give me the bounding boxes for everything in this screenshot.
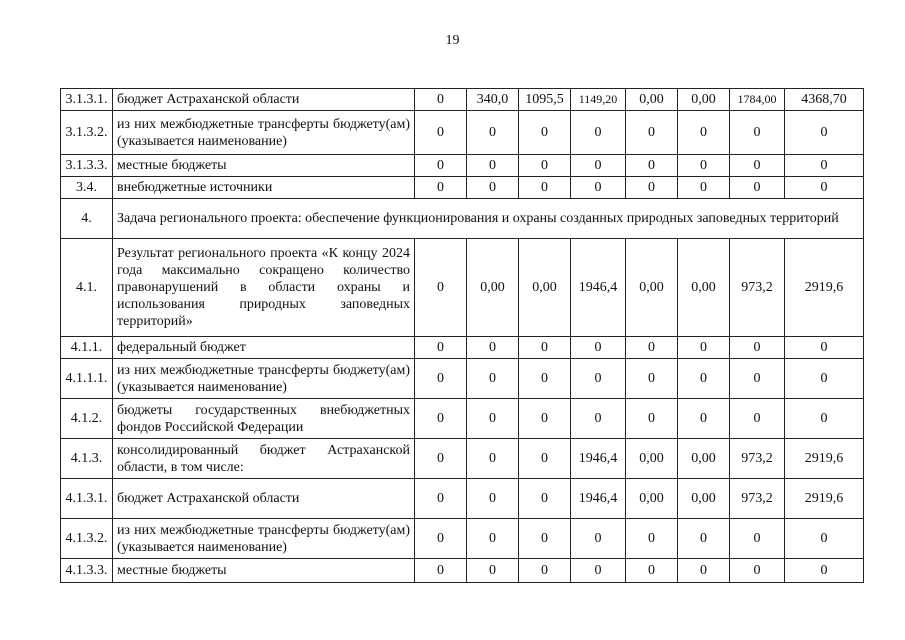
row-value: 0,00 — [467, 239, 519, 337]
row-code: 4.1.3. — [61, 439, 113, 479]
row-code: 3.1.3.2. — [61, 111, 113, 155]
row-value: 0 — [467, 559, 519, 583]
row-value: 0 — [571, 519, 626, 559]
row-value: 0 — [678, 111, 730, 155]
row-value: 1784,00 — [730, 89, 785, 111]
row-value: 0 — [467, 111, 519, 155]
row-value: 0 — [785, 559, 864, 583]
page-number: 19 — [445, 33, 460, 48]
row-value: 340,0 — [467, 89, 519, 111]
row-value: 0,00 — [626, 479, 678, 519]
row-value: 0,00 — [626, 439, 678, 479]
table-row — [61, 89, 864, 111]
row-value: 0,00 — [678, 239, 730, 337]
table-row — [61, 559, 864, 583]
table-row — [61, 199, 864, 239]
row-value: 0,00 — [678, 89, 730, 111]
row-value: 0 — [730, 559, 785, 583]
table-row — [61, 479, 864, 519]
row-value: 0 — [785, 337, 864, 359]
row-value: 0 — [785, 359, 864, 399]
row-value: 0 — [571, 559, 626, 583]
row-value: 0 — [467, 177, 519, 199]
row-value: 0 — [678, 399, 730, 439]
row-code: 3.4. — [61, 177, 113, 199]
row-value: 0,00 — [626, 89, 678, 111]
row-value: 0 — [467, 519, 519, 559]
row-value: 973,2 — [730, 479, 785, 519]
row-value: 0 — [678, 155, 730, 177]
row-description: консолидированный бюджет Астраханской области, в том числе: — [113, 439, 415, 479]
row-code: 4.1. — [61, 239, 113, 337]
row-value: 0 — [678, 559, 730, 583]
row-value: 0 — [519, 399, 571, 439]
row-value: 0 — [467, 479, 519, 519]
row-value: 0 — [626, 399, 678, 439]
row-value: 0 — [571, 399, 626, 439]
row-value: 0 — [519, 111, 571, 155]
row-code: 4.1.2. — [61, 399, 113, 439]
row-description: местные бюджеты — [113, 559, 415, 583]
row-value: 0 — [415, 559, 467, 583]
row-code: 3.1.3.1. — [61, 89, 113, 111]
row-value: 0 — [467, 439, 519, 479]
row-value: 0 — [519, 337, 571, 359]
row-description: федеральный бюджет — [113, 337, 415, 359]
row-value: 1946,4 — [571, 239, 626, 337]
row-code: 4.1.3.3. — [61, 559, 113, 583]
row-value: 1095,5 — [519, 89, 571, 111]
row-value: 0,00 — [519, 239, 571, 337]
row-value: 4368,70 — [785, 89, 864, 111]
row-value: 0 — [519, 519, 571, 559]
row-value: 0 — [730, 177, 785, 199]
row-value: 0 — [571, 177, 626, 199]
row-value: 2919,6 — [785, 239, 864, 337]
row-code: 4.1.3.1. — [61, 479, 113, 519]
row-description: из них межбюджетные трансферты бюджету(ам) (указывается наименование) — [113, 111, 415, 155]
row-code: 3.1.3.3. — [61, 155, 113, 177]
table-row — [61, 359, 864, 399]
row-value: 0 — [467, 337, 519, 359]
row-value: 0 — [519, 559, 571, 583]
row-value: 0 — [467, 399, 519, 439]
row-value: 1946,4 — [571, 439, 626, 479]
row-value: 0 — [415, 479, 467, 519]
row-value: 0 — [678, 359, 730, 399]
table-row — [61, 439, 864, 479]
row-value: 0 — [785, 177, 864, 199]
row-value: 0 — [415, 337, 467, 359]
row-value: 0 — [730, 399, 785, 439]
row-value: 0 — [467, 155, 519, 177]
row-value: 2919,6 — [785, 439, 864, 479]
row-value: 973,2 — [730, 239, 785, 337]
row-value: 0 — [785, 155, 864, 177]
row-value: 0 — [571, 337, 626, 359]
row-value: 0 — [467, 359, 519, 399]
table-row — [61, 239, 864, 337]
table-row — [61, 519, 864, 559]
row-value: 1946,4 — [571, 479, 626, 519]
row-value: 2919,6 — [785, 479, 864, 519]
row-value: 0 — [730, 337, 785, 359]
row-value: 0 — [415, 239, 467, 337]
row-value: 0 — [626, 359, 678, 399]
row-value: 0,00 — [626, 239, 678, 337]
row-description: бюджет Астраханской области — [113, 479, 415, 519]
row-value: 0 — [785, 519, 864, 559]
row-value: 0 — [626, 337, 678, 359]
row-value: 0,00 — [678, 479, 730, 519]
row-value: 0 — [519, 439, 571, 479]
row-value: 0 — [626, 559, 678, 583]
row-value: 0 — [678, 519, 730, 559]
row-value: 0 — [415, 519, 467, 559]
row-value: 0 — [626, 155, 678, 177]
row-value: 0 — [785, 111, 864, 155]
row-value: 0 — [785, 399, 864, 439]
row-value: 0 — [519, 479, 571, 519]
row-value: 0 — [415, 155, 467, 177]
table-row — [61, 177, 864, 199]
table-row — [61, 155, 864, 177]
row-description: внебюджетные источники — [113, 177, 415, 199]
row-value: 0 — [571, 155, 626, 177]
row-value: 0 — [730, 111, 785, 155]
row-value: 0 — [678, 177, 730, 199]
row-description: местные бюджеты — [113, 155, 415, 177]
row-value: 1149,20 — [571, 89, 626, 111]
table-row — [61, 399, 864, 439]
row-value: 0 — [626, 519, 678, 559]
row-value: 0 — [730, 359, 785, 399]
row-description: из них межбюджетные трансферты бюджету(ам) (указывается наименование) — [113, 519, 415, 559]
row-value: 0 — [571, 359, 626, 399]
row-code: 4. — [61, 199, 113, 239]
row-value: 0 — [415, 399, 467, 439]
row-value: 0 — [415, 111, 467, 155]
row-description: бюджеты государственных внебюджетных фондов Российской Федерации — [113, 399, 415, 439]
row-value: 0 — [571, 111, 626, 155]
row-value: 0 — [730, 155, 785, 177]
row-value: 0 — [415, 177, 467, 199]
row-description: из них межбюджетные трансферты бюджету(ам) (указывается наименование) — [113, 359, 415, 399]
table-row — [61, 111, 864, 155]
row-value: 0,00 — [678, 439, 730, 479]
row-description: Задача регионального проекта: обеспечение функционирования и охраны созданных природных заповедных территорий — [113, 199, 864, 239]
row-value: 0 — [415, 89, 467, 111]
row-value: 0 — [678, 337, 730, 359]
row-value: 973,2 — [730, 439, 785, 479]
row-value: 0 — [519, 359, 571, 399]
row-value: 0 — [519, 177, 571, 199]
row-description: бюджет Астраханской области — [113, 89, 415, 111]
row-value: 0 — [626, 111, 678, 155]
budget-table — [60, 88, 864, 583]
row-value: 0 — [626, 177, 678, 199]
row-value: 0 — [730, 519, 785, 559]
row-value: 0 — [415, 439, 467, 479]
row-code: 4.1.1. — [61, 337, 113, 359]
row-value: 0 — [415, 359, 467, 399]
row-value: 0 — [519, 155, 571, 177]
row-description: Результат регионального проекта «К концу 2024 года максимально сокращено количество правонарушений в области охраны и использования природных заповедных территорий» — [113, 239, 415, 337]
table-row — [61, 337, 864, 359]
row-code: 4.1.3.2. — [61, 519, 113, 559]
row-code: 4.1.1.1. — [61, 359, 113, 399]
